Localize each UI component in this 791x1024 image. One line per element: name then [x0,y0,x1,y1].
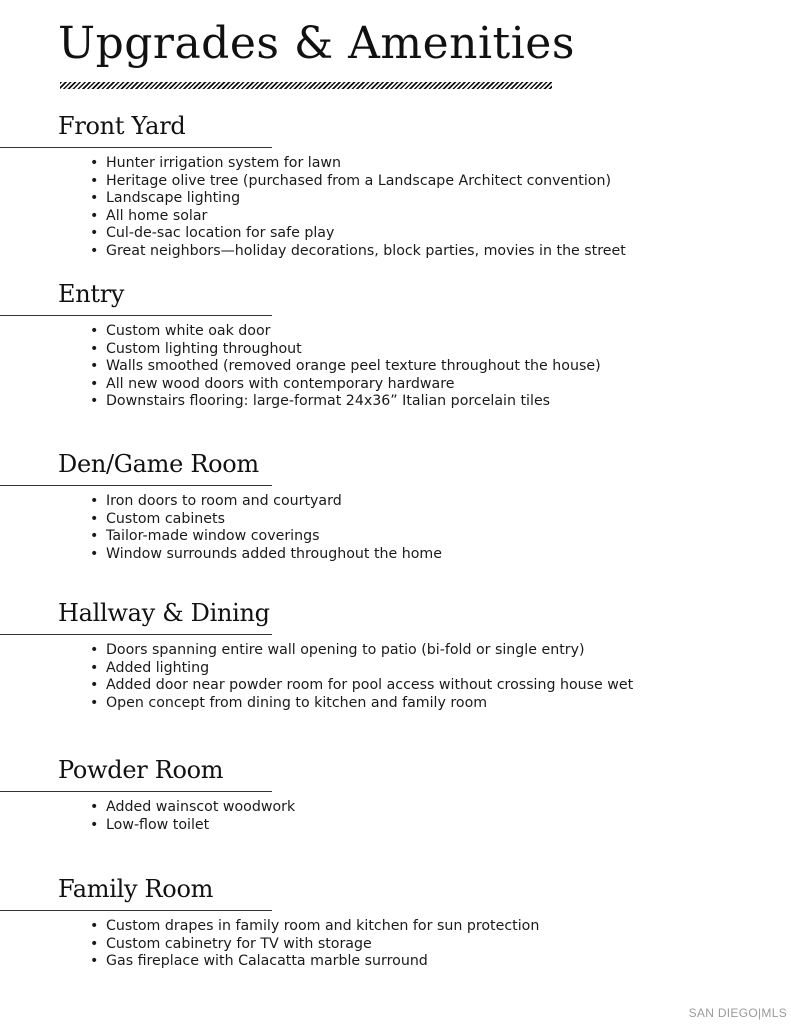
list-item: • Cul-de-sac location for safe play [90,225,626,243]
amenity-list [90,642,633,712]
section-heading: Entry [58,280,125,308]
list-item: • All new wood doors with contemporary hardware [90,376,601,394]
list-item: • Tailor-made window coverings [90,528,442,546]
section-heading: Front Yard [58,112,186,140]
amenity-list [90,323,601,411]
page-title: Upgrades & Amenities [58,18,575,69]
list-item: • All home solar [90,208,626,226]
list-item: • Custom drapes in family room and kitchen for sun protection [90,918,539,936]
list-item: • Custom cabinetry for TV with storage [90,936,539,954]
amenity-list [90,155,626,260]
list-item: • Added lighting [90,660,633,678]
section-divider [0,485,272,486]
section-divider [0,147,272,148]
list-item: • Gas fireplace with Calacatta marble surround [90,953,539,971]
list-item: • Heritage olive tree (purchased from a Landscape Architect convention) [90,173,626,191]
section-divider [0,315,272,316]
list-item: • Custom white oak door [90,323,601,341]
amenity-list [90,799,295,834]
list-item: • Open concept from dining to kitchen and family room [90,695,633,713]
list-item: • Great neighbors—holiday decorations, block parties, movies in the street [90,243,626,261]
list-item: • Walls smoothed (removed orange peel texture throughout the house) [90,358,601,376]
list-item: • Window surrounds added throughout the home [90,546,442,564]
list-item: • Low-flow toilet [90,817,295,835]
section-divider [0,910,272,911]
section-heading: Hallway & Dining [58,599,270,627]
list-item: • Doors spanning entire wall opening to patio (bi-fold or single entry) [90,642,633,660]
list-item: • Added door near powder room for pool access without crossing house wet [90,677,633,695]
list-item: • Landscape lighting [90,190,626,208]
section-divider [0,791,272,792]
list-item: • Hunter irrigation system for lawn [90,155,626,173]
list-item: • Custom cabinets [90,511,442,529]
amenity-list [90,918,539,971]
list-item: • Iron doors to room and courtyard [90,493,442,511]
list-item: • Custom lighting throughout [90,341,601,359]
list-item: • Downstairs flooring: large-format 24x36” Italian porcelain tiles [90,393,601,411]
section-divider [0,634,272,635]
mls-logo: SAN DIEGO|MLS [688,1006,787,1020]
title-underline-decoration [60,82,552,89]
list-item: • Added wainscot woodwork [90,799,295,817]
amenity-list [90,493,442,563]
section-heading: Powder Room [58,756,224,784]
section-heading: Family Room [58,875,214,903]
section-heading: Den/Game Room [58,450,259,478]
